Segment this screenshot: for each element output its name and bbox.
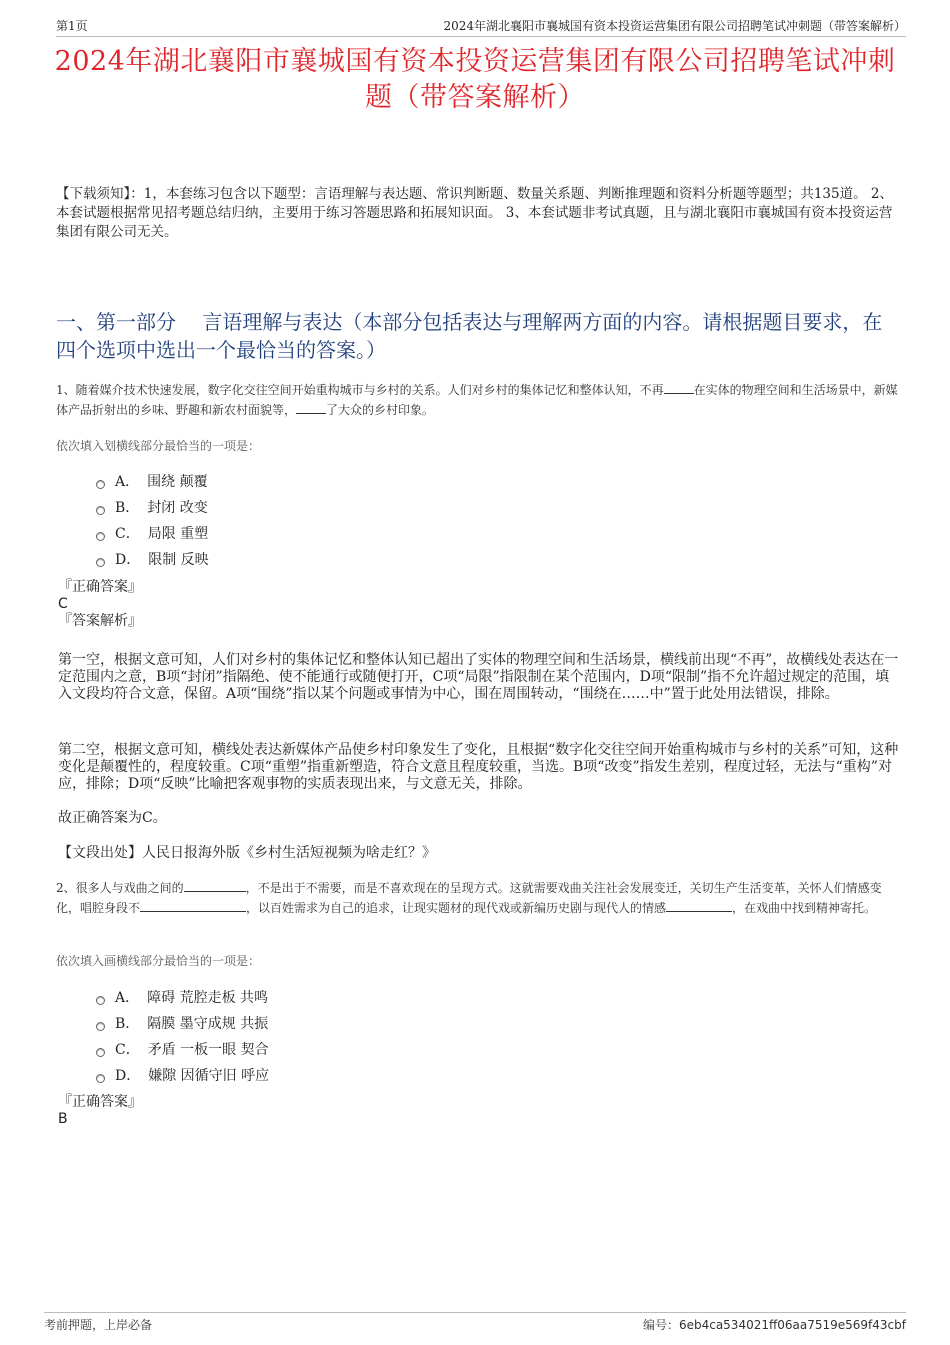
radio-icon[interactable] [96,1022,105,1031]
serial-value: 6eb4ca534021ff06aa7519e569f43cbf [678,1318,906,1332]
option-text: 封闭 改变 [147,500,208,516]
footer-serial [643,1316,906,1333]
q2-option-b[interactable] [96,1010,269,1036]
question-2-stem [56,878,904,918]
header-doc-title: 2024年湖北襄阳市襄城国有资本投资运营集团有限公司招聘笔试冲刺题（带答案解析） [443,19,906,33]
answer-label: 『正确答案』 [58,1094,142,1110]
option-text: 隔膜 墨守成规 共振 [147,1016,269,1032]
page-header [56,14,906,37]
answer-label: 『正确答案』 [58,579,142,595]
q2-blank-1 [184,878,246,892]
footer-slogan: 考前押题，上岸必备 [44,1318,153,1332]
option-letter: D． [115,1068,141,1084]
radio-icon[interactable] [96,996,105,1005]
option-text: 嫌隙 因循守旧 呼应 [148,1068,270,1084]
q2-option-c[interactable] [96,1036,269,1062]
q1-analysis-paragraph-1: 第一空，根据文意可知，人们对乡村的集体记忆和整体认知已超出了实体的物理空间和生活场景，横线前出现“不再”，故横线处表达在一定范围内之意，B项“封闭”指隔绝、使不能通行或随便打开，C项“局限”指限制在某个范围内，D项“限制”指不允许超过规定的范围，填入文段均符合文意，保留。A项“围绕”指以某个问题或事情为中心，围在周围转动，“围绕在……中”置于此处用法错误，排除。 [58,652,899,702]
radio-icon[interactable] [96,558,105,567]
option-text: 围绕 颠覆 [147,474,208,490]
option-text: 局限 重塑 [147,526,209,542]
page-footer [44,1312,906,1333]
serial-label: 编号： [642,1318,679,1332]
q1-instruction: 依次填入划横线部分最恰当的一项是： [56,439,261,453]
q1-stem-part-c: 了大众的乡村印象。 [326,403,435,417]
radio-icon[interactable] [96,1074,105,1083]
q1-option-d[interactable] [96,546,209,572]
option-letter: A． [115,474,140,490]
q2-blank-3 [666,898,732,912]
q1-analysis-paragraph-2: 第二空，根据文意可知，横线处表达新媒体产品使乡村印象发生了变化，且根据“数字化交往空间开始重构城市与乡村的关系”可知，这种变化是颠覆性的，程度较重。C项“重塑”指重新塑造，符合文意且程度较重，当选。B项“改变”指发生差别，程度过轻，无法与“重构”对应，排除；D项“反映”比喻把客观事物的实质表现出来，与文意无关，排除。 [58,742,899,792]
q2-options [96,984,269,1088]
answer-value: C [58,596,68,612]
q2-stem-part-b: ，不是出于不需要，而是不喜欢现在的呈现方式。这就需要戏曲关注社会发展变迁，关切生产生活变革，关怀人们情感变化，唱腔身段不 [56,881,882,915]
radio-icon[interactable] [96,480,105,489]
document-title: 2024年湖北襄阳市襄城国有资本投资运营集团有限公司招聘笔试冲刺题（带答案解析） [54,46,896,113]
radio-icon[interactable] [96,1048,105,1057]
radio-icon[interactable] [96,506,105,515]
q2-stem-part-a: 2、很多人与戏曲之间的 [56,881,184,895]
answer-value: B [58,1111,68,1127]
option-letter: C． [115,526,140,542]
q1-source: 【文段出处】人民日报海外版《乡村生活短视频为啥走红？》 [58,845,436,861]
q2-answer-block [58,1094,142,1128]
q2-option-d[interactable] [96,1062,269,1088]
q1-stem-part-b: 在实体的物理空间和生活场景中，新媒体产品折射出的乡味、野趣和新农村面貌等， [56,383,898,417]
page-number: 第1页 [56,19,88,33]
option-text: 障碍 荒腔走板 共鸣 [147,990,269,1006]
q2-stem-part-c: ，以百姓需求为自己的追求，让现实题材的现代戏或新编历史剧与现代人的情感 [246,901,667,915]
option-text: 限制 反映 [148,552,209,568]
download-notice: 【下载须知】：1，本套练习包含以下题型：言语理解与表达题、常识判断题、数量关系题、判断推理题和资料分析题等题型；共135道。 2、本套试题根据常见招考题总结归纳，主要用于练习答题思路和拓展知识面。 3、本套试题非考试真题，且与湖北襄阳市襄城国有资本投资运营集团有限公司无关。 [56,186,893,240]
q1-option-a[interactable] [96,468,209,494]
section-title: 一、第一部分 言语理解与表达（本部分包括表达与理解两方面的内容。请根据题目要求，在四个选项中选出一个最恰当的答案。） [56,310,883,362]
option-letter: B． [115,500,140,516]
option-letter: D． [115,552,141,568]
q1-blank-2 [296,400,326,414]
q2-option-a[interactable] [96,984,269,1010]
q1-stem-part-a: 1、随着媒介技术快速发展，数字化交往空间开始重构城市与乡村的关系。人们对乡村的集体记忆和整体认知，不再 [56,383,664,397]
option-text: 矛盾 一板一眼 契合 [147,1042,269,1058]
q1-blank-1 [664,380,694,394]
analysis-label: 『答案解析』 [58,613,142,629]
q1-options [96,468,209,572]
q2-stem-part-d: ，在戏曲中找到精神寄托。 [732,901,877,915]
q1-option-c[interactable] [96,520,209,546]
q1-conclusion: 故正确答案为C。 [58,810,167,826]
question-1-stem [56,380,904,420]
option-letter: B． [115,1016,140,1032]
q1-answer-block [58,579,142,630]
q2-blank-2 [140,898,246,912]
option-letter: A． [115,990,140,1006]
radio-icon[interactable] [96,532,105,541]
option-letter: C． [115,1042,140,1058]
q1-option-b[interactable] [96,494,209,520]
q2-instruction: 依次填入画横线部分最恰当的一项是： [56,954,261,968]
